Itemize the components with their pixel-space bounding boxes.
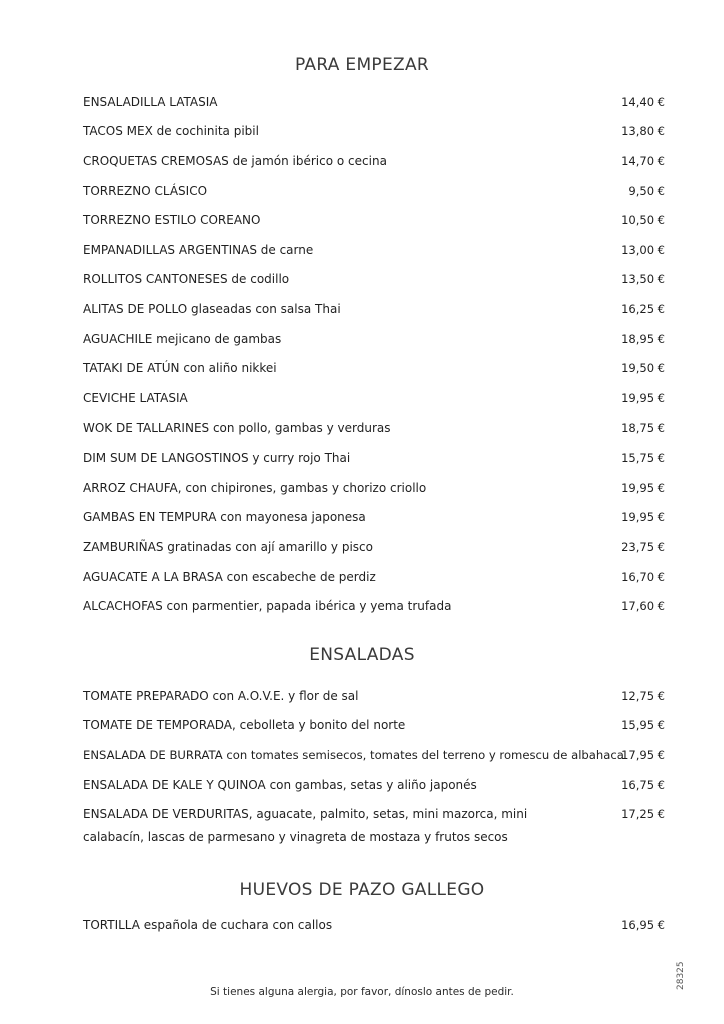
dish-price: 13,00 € [621, 243, 665, 257]
dish-name: TOMATE DE TEMPORADA, cebolleta y bonito del norte [83, 718, 406, 732]
dish-name: ALITAS DE POLLO glaseadas con salsa Thai [83, 302, 341, 316]
dish-name: WOK DE TALLARINES con pollo, gambas y verduras [83, 421, 391, 435]
dish-name: TOMATE PREPARADO con A.O.V.E. y flor de sal [83, 689, 359, 703]
dish-name: AGUACATE A LA BRASA con escabeche de perdiz [83, 570, 376, 584]
dish-price: 18,95 € [621, 332, 665, 346]
dish-name: TORREZNO ESTILO COREANO [83, 213, 261, 227]
dish-price: 12,75 € [621, 689, 665, 703]
dish-name: DIM SUM DE LANGOSTINOS y curry rojo Thai [83, 451, 351, 465]
dish-name: ALCACHOFAS con parmentier, papada ibérica y yema trufada [83, 599, 452, 613]
allergy-note: Si tienes alguna alergia, por favor, dínoslo antes de pedir. [210, 986, 514, 998]
section-title: HUEVOS DE PAZO GALLEGO [239, 880, 485, 900]
dish-price: 14,70 € [621, 154, 665, 168]
dish-name: ZAMBURIÑAS gratinadas con ají amarillo y pisco [83, 540, 373, 554]
dish-name: GAMBAS EN TEMPURA con mayonesa japonesa [83, 510, 366, 524]
dish-name: ENSALADA DE KALE Y QUINOA con gambas, setas y aliño japonés [83, 778, 477, 792]
dish-price: 15,95 € [621, 718, 665, 732]
dish-price: 23,75 € [621, 540, 665, 554]
dish-price: 9,50 € [628, 184, 665, 198]
dish-price: 13,80 € [621, 124, 665, 138]
dish-name: ENSALADILLA LATASIA [83, 95, 218, 109]
dish-name: ENSALADA DE BURRATA con tomates semisecos, tomates del terreno y romescu de albahaca [83, 748, 624, 762]
dish-price: 19,95 € [621, 481, 665, 495]
dish-price: 10,50 € [621, 213, 665, 227]
dish-price: 17,95 € [621, 748, 665, 762]
dish-price: 19,50 € [621, 361, 665, 375]
dish-name: AGUACHILE mejicano de gambas [83, 332, 282, 346]
dish-price: 18,75 € [621, 421, 665, 435]
dish-name: CROQUETAS CREMOSAS de jamón ibérico o cecina [83, 154, 387, 168]
dish-price: 13,50 € [621, 272, 665, 286]
dish-price: 16,25 € [621, 302, 665, 316]
dish-price: 16,70 € [621, 570, 665, 584]
dish-name: TATAKI DE ATÚN con aliño nikkei [83, 361, 277, 375]
section-title: PARA EMPEZAR [294, 55, 430, 75]
dish-name: TACOS MEX de cochinita pibil [83, 124, 259, 138]
dish-price: 16,75 € [621, 778, 665, 792]
dish-name: TORTILLA española de cuchara con callos [83, 918, 333, 932]
document-code: 28325 [676, 961, 686, 990]
dish-name: TORREZNO CLÁSICO [83, 184, 208, 198]
dish-price: 14,40 € [621, 95, 665, 109]
dish-name: ARROZ CHAUFA, con chipirones, gambas y chorizo criollo [83, 481, 427, 495]
dish-price: 17,60 € [621, 599, 665, 613]
dish-price: 19,95 € [621, 510, 665, 524]
section-title: ENSALADAS [309, 645, 415, 665]
dish-name: CEVICHE LATASIA [83, 391, 188, 405]
dish-price: 19,95 € [621, 391, 665, 405]
dish-price: 16,95 € [621, 918, 665, 932]
dish-price: 17,25 € [621, 807, 665, 821]
dish-price: 15,75 € [621, 451, 665, 465]
dish-name: ROLLITOS CANTONESES de codillo [83, 272, 290, 286]
dish-name: ENSALADA DE VERDURITAS, aguacate, palmito, setas, mini mazorca, mini calabacín, lascas de parmesano y vinagreta de mostaza y frutos secos [83, 807, 528, 844]
dish-name: EMPANADILLAS ARGENTINAS de carne [83, 243, 314, 257]
